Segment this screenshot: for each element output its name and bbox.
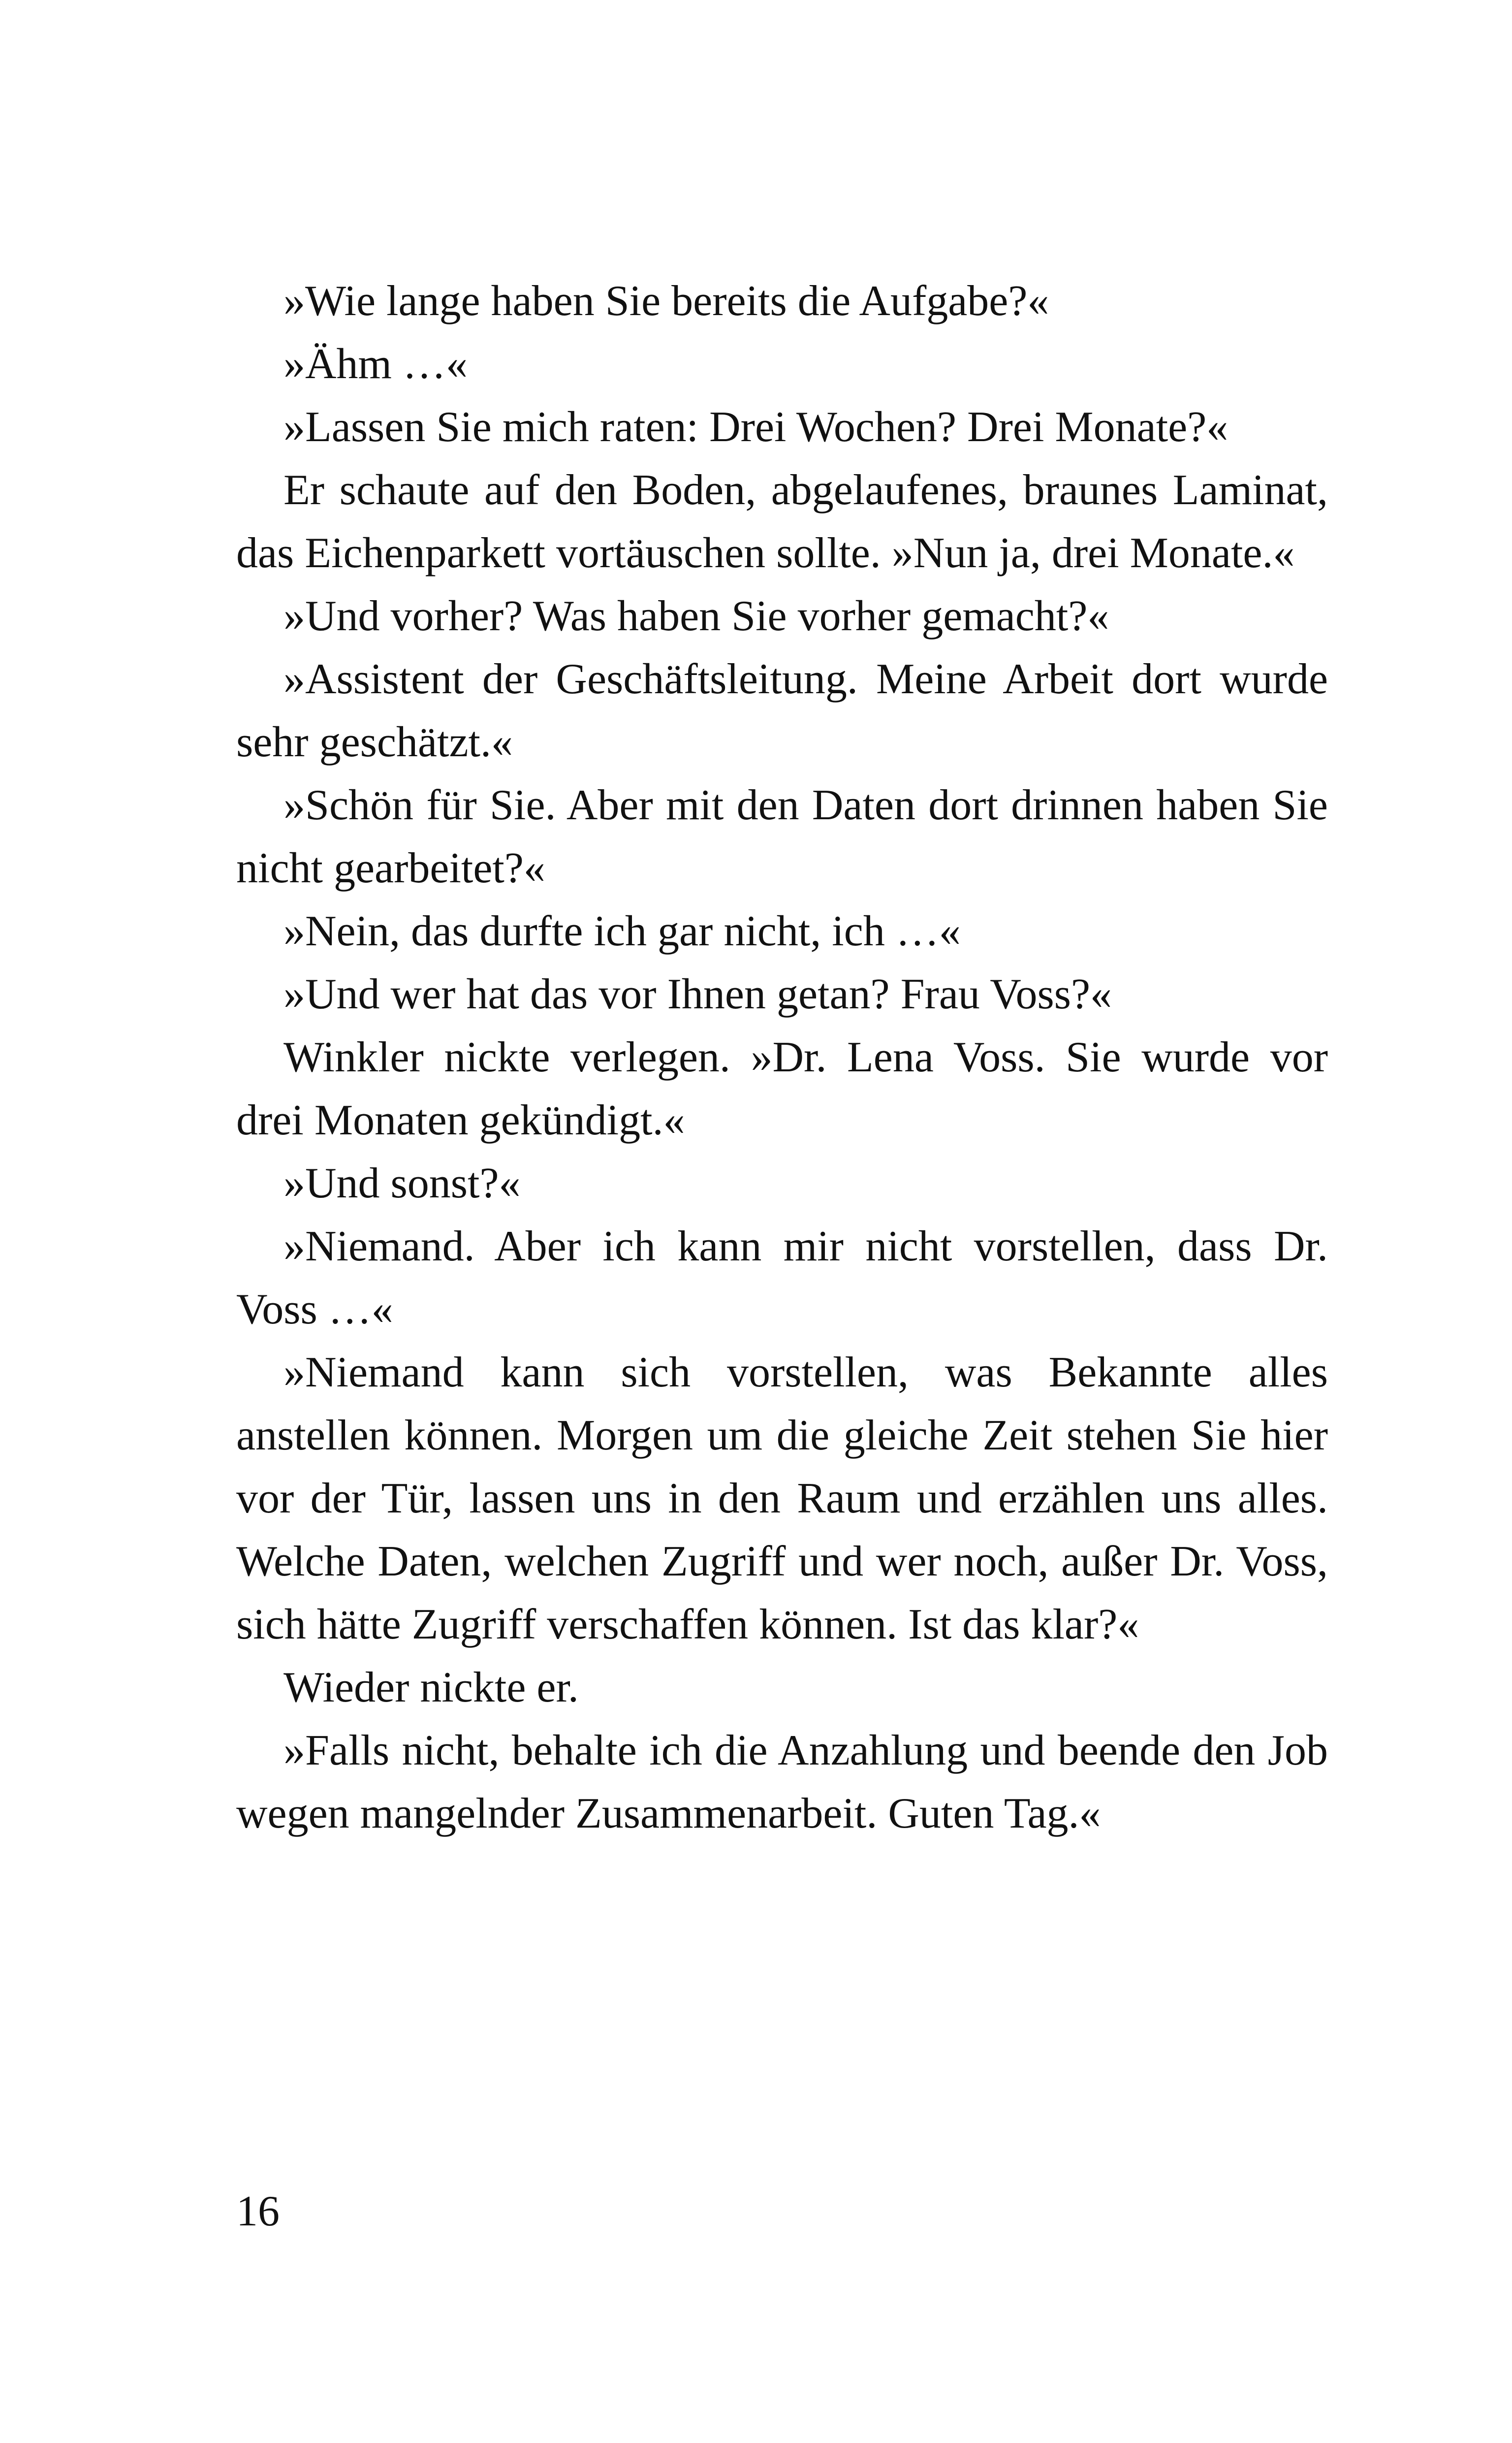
- page-number: 16: [236, 2187, 280, 2235]
- paragraph: »Und vorher? Was haben Sie vorher gemacht?«: [284, 592, 1109, 640]
- paragraph: Wieder nickte er.: [284, 1664, 579, 1711]
- paragraph: »Und wer hat das vor Ihnen getan? Frau Voss?«: [284, 970, 1112, 1018]
- paragraph: »Niemand kann sich vorstellen, was Bekannte alles anstellen können. Morgen um die gleiche Zeit stehen Sie hier vor der Tür, lassen uns in den Raum und erzählen uns alles. Welche Daten, welchen Zugriff und wer noch, außer Dr. Voss, sich hätte Zugriff verschaffen können. Ist das klar?«: [236, 1349, 1328, 1648]
- paragraph: Winkler nickte verlegen. »Dr. Lena Voss. Sie wurde vor drei Monaten gekündigt.«: [236, 1033, 1328, 1144]
- paragraph: »Falls nicht, behalte ich die Anzahlung und beende den Job wegen mangelnder Zusammenarbeit. Guten Tag.«: [236, 1727, 1328, 1837]
- body-text: [236, 270, 1328, 1845]
- paragraph: »Und sonst?«: [284, 1159, 521, 1207]
- paragraph: »Nein, das durfte ich gar nicht, ich …«: [284, 907, 961, 955]
- paragraph: »Niemand. Aber ich kann mir nicht vorstellen, dass Dr. Voss …«: [236, 1222, 1328, 1333]
- paragraph: »Schön für Sie. Aber mit den Daten dort drinnen haben Sie nicht gearbeitet?«: [236, 781, 1328, 892]
- paragraph: »Wie lange haben Sie bereits die Aufgabe?«: [284, 277, 1049, 325]
- paragraph: Er schaute auf den Boden, abgelaufenes, braunes Laminat, das Eichenparkett vortäuschen sollte. »Nun ja, drei Monate.«: [236, 466, 1328, 577]
- paragraph: »Assistent der Geschäftsleitung. Meine Arbeit dort wurde sehr geschätzt.«: [236, 655, 1328, 766]
- paragraph: »Lassen Sie mich raten: Drei Wochen? Drei Monate?«: [284, 403, 1228, 451]
- paragraph: »Ähm …«: [284, 340, 468, 388]
